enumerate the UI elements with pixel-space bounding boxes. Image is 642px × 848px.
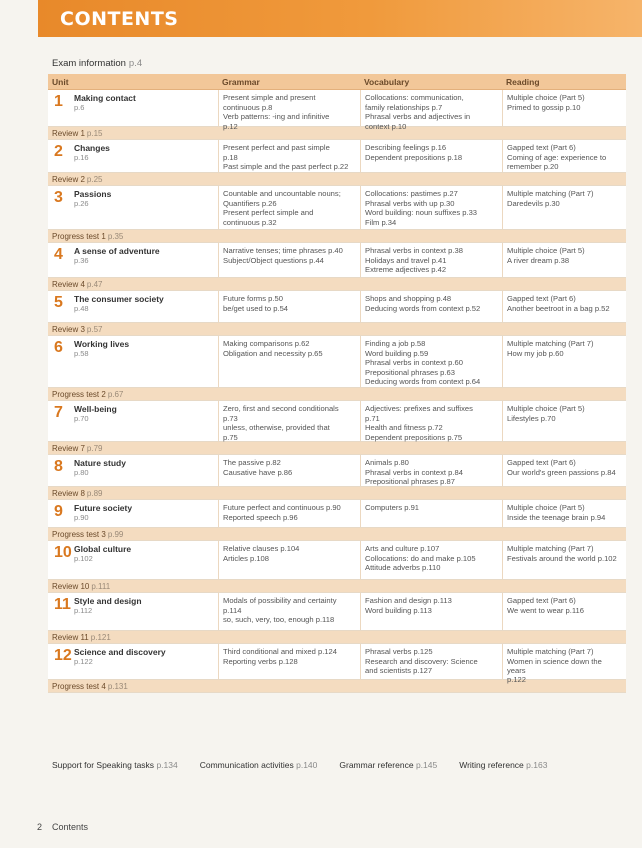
unit-number: 5 [54,294,63,311]
unit-title: The consumer society [74,294,164,304]
vocabulary-cell [360,186,502,229]
reading-line: Multiple matching (Part 7) [507,339,594,348]
section-band[interactable] [48,442,626,455]
reading-line: Daredevils p.30 [507,198,560,208]
unit-title: Science and discovery [74,647,166,657]
grammar-line: Narrative tenses; time phrases p.40 [223,246,343,255]
unit-number: 4 [54,246,63,263]
footer-reference-page: p.145 [415,760,438,770]
vocabulary-line: Phrasal verbs in context p.60 [365,358,463,367]
unit-row[interactable] [48,186,626,230]
unit-page: p.16 [74,153,89,162]
unit-page: p.80 [74,468,89,477]
band-label: Review 3 [52,325,85,334]
unit-number: 1 [54,93,63,110]
unit-cell [48,291,218,322]
unit-number: 3 [54,189,63,206]
footer-reference-label: Writing reference [459,760,524,770]
band-page: p.15 [86,129,103,138]
vocabulary-line: and scientists p.127 [365,666,433,675]
vocabulary-line: Phrasal verbs and adjectives in [365,112,471,121]
vocabulary-line: Fashion and design p.113 [365,596,452,605]
reading-line: Multiple matching (Part 7) [507,189,594,198]
band-label: Review 7 [52,444,85,453]
section-band[interactable] [48,230,626,243]
table-header [48,74,626,90]
vocabulary-line: Deducing words from context p.64 [365,377,481,386]
vocabulary-line: Word building: noun suffixes p.33 [365,208,478,217]
vocabulary-cell [360,243,502,277]
grammar-line: Future forms p.50 [223,294,283,303]
reading-line: Lifestyles p.70 [507,413,556,423]
vocabulary-line: Extreme adjectives p.42 [365,265,447,274]
unit-cell [48,336,218,387]
vocabulary-line: Collocations: communication, [365,93,464,102]
unit-cell [48,455,218,486]
unit-info [74,143,110,172]
vocabulary-line: Attitude adverbs p.110 [365,563,441,572]
grammar-line: Future perfect and continuous p.90 [223,503,341,512]
section-band[interactable] [48,580,626,593]
band-page: p.79 [86,444,103,453]
vocabulary-cell [360,336,502,387]
grammar-line: p.18 [223,152,238,162]
unit-row[interactable] [48,541,626,580]
band-label: Review 10 [52,582,90,591]
vocabulary-line: Word building p.113 [365,605,432,615]
unit-row[interactable] [48,291,626,323]
section-band[interactable] [48,323,626,336]
grammar-cell [218,500,360,527]
grammar-line: Present simple and present [223,93,316,102]
unit-info [74,294,164,322]
reading-cell [502,500,626,527]
unit-cell [48,500,218,527]
unit-cell [48,593,218,630]
unit-row[interactable] [48,644,626,684]
reading-cell [502,455,626,486]
unit-title: Well-being [74,404,117,414]
grammar-line: p.75 [223,432,238,442]
band-page: p.67 [107,390,124,399]
footer-reference-link[interactable] [200,760,318,770]
unit-info [74,596,142,630]
unit-row[interactable] [48,90,626,131]
unit-cell [48,541,218,579]
grammar-cell [218,140,360,172]
grammar-line: be/get used to p.54 [223,303,289,313]
grammar-line: p.12 [223,121,238,131]
grammar-line: Countable and uncountable nouns; [223,189,341,198]
grammar-line: Obligation and necessity p.65 [223,348,323,358]
grammar-line: Making comparisons p.62 [223,339,310,348]
reading-line: Gapped text (Part 6) [507,294,576,303]
unit-number: 6 [54,339,63,356]
grammar-line: continuous p.8 [223,102,273,112]
band-label: Review 4 [52,280,85,289]
band-label: Review 1 [52,129,85,138]
section-band[interactable] [48,487,626,500]
reading-line: Gapped text (Part 6) [507,143,576,152]
reading-line: Multiple choice (Part 5) [507,93,585,102]
reading-cell [502,291,626,322]
unit-page: p.70 [74,414,89,423]
unit-cell [48,644,218,679]
reading-cell [502,140,626,172]
unit-info [74,458,126,486]
vocabulary-line: Collocations: do and make p.105 [365,553,476,563]
grammar-line: so, such, very, too, enough p.118 [223,615,335,624]
vocabulary-line: Research and discovery: Science [365,656,478,666]
unit-row[interactable] [48,593,626,631]
vocabulary-line: Prepositional phrases p.87 [365,477,455,486]
grammar-cell [218,336,360,387]
vocabulary-cell [360,500,502,527]
reading-line: Festivals around the world p.102 [507,553,617,563]
vocabulary-line: Adjectives: prefixes and suffixes [365,404,473,413]
section-band[interactable] [48,173,626,186]
footer-reference-label: Support for Speaking tasks [52,760,155,770]
band-label: Review 8 [52,489,85,498]
unit-page: p.112 [74,606,93,615]
unit-title: Working lives [74,339,130,349]
footer-reference-page: p.134 [156,760,178,770]
footer-reference-link[interactable] [459,760,547,770]
unit-row[interactable] [48,140,626,173]
band-label: Progress test 2 [52,390,106,399]
unit-title: Passions [74,189,112,199]
grammar-cell [218,243,360,277]
page-label: Contents [52,822,89,832]
vocabulary-line: Dependent prepositions p.18 [365,152,463,162]
unit-info [74,246,160,277]
unit-page: p.90 [74,513,89,522]
unit-title: A sense of adventure [74,246,160,256]
contents-banner [38,0,642,37]
grammar-line: Present perfect simple and [223,208,314,217]
vocabulary-cell [360,140,502,172]
grammar-line: unless, otherwise, provided that [223,423,330,432]
unit-title: Future society [74,503,133,513]
unit-info [74,647,166,679]
vocabulary-cell [360,90,502,131]
unit-title: Global culture [74,544,132,554]
vocabulary-line: Computers p.91 [365,503,420,512]
grammar-line: Verb patterns: -ing and infinitive [223,112,330,121]
grammar-line: Reported speech p.96 [223,512,298,522]
vocabulary-line: Arts and culture p.107 [365,544,440,553]
unit-page: p.48 [74,304,89,313]
grammar-line: Zero, first and second conditionals [223,404,339,413]
page-number: 2 [37,822,43,832]
vocabulary-line: Phrasal verbs in context p.84 [365,467,463,477]
footer-reference-label: Grammar reference [339,760,414,770]
grammar-cell [218,291,360,322]
grammar-cell [218,593,360,630]
band-page: p.35 [107,232,124,241]
reading-cell [502,593,626,630]
reading-cell [502,243,626,277]
vocabulary-line: Deducing words from context p.52 [365,303,481,313]
reading-line: Multiple choice (Part 5) [507,246,585,255]
unit-number: 8 [54,458,63,475]
reading-line: We went to wear p.116 [507,605,584,615]
grammar-cell [218,541,360,579]
section-band[interactable] [48,528,626,541]
vocabulary-line: p.71 [365,413,380,423]
unit-page: p.6 [74,103,85,112]
unit-info [74,503,132,527]
unit-row[interactable] [48,500,626,528]
section-band[interactable] [48,278,626,291]
grammar-cell [218,455,360,486]
grammar-cell [218,90,360,131]
band-page: p.25 [86,175,103,184]
reading-cell [502,336,626,387]
exam-information-link[interactable] [52,58,142,69]
unit-cell [48,243,218,277]
grammar-line: continuous p.32 [223,217,277,227]
unit-row[interactable] [48,336,626,388]
unit-page: p.26 [74,199,89,208]
reading-cell [502,186,626,229]
vocabulary-line: Word building p.59 [365,348,429,358]
header-reading: Reading [506,77,540,87]
vocabulary-line: Dependent prepositions p.75 [365,432,463,442]
page-title: CONTENTS [60,8,179,30]
reading-line: Women in science down the years [507,656,602,675]
unit-page: p.122 [74,657,93,666]
grammar-cell [218,644,360,679]
grammar-line: Subject/Object questions p.44 [223,255,324,265]
reading-line: Multiple choice (Part 5) [507,404,585,413]
vocabulary-line: Phrasal verbs p.125 [365,647,433,656]
footer-references [52,760,632,770]
footer-reference-page: p.163 [526,760,548,770]
unit-row[interactable] [48,455,626,487]
unit-cell [48,401,218,441]
footer-reference-label: Communication activities [199,760,294,770]
band-label: Review 11 [52,633,89,642]
footer-reference-link[interactable] [52,760,178,770]
reading-cell [502,644,626,684]
grammar-line: p.114 [223,605,242,615]
unit-title: Making contact [74,93,136,103]
unit-number: 10 [54,544,72,561]
vocabulary-line: Animals p.80 [365,458,409,467]
vocabulary-line: Shops and shopping p.48 [365,294,452,303]
unit-info [74,404,117,441]
reading-line: remember p.20 [507,162,559,171]
unit-row[interactable] [48,401,626,442]
unit-number: 12 [54,647,72,664]
reading-line: Inside the teenage brain p.94 [507,512,606,522]
vocabulary-cell [360,644,502,679]
page-footer [37,822,88,832]
vocabulary-line: family relationships p.7 [365,102,443,112]
grammar-line: The passive p.82 [223,458,281,467]
band-page: p.111 [91,582,111,591]
grammar-line: Relative clauses p.104 [223,544,300,553]
vocabulary-line: Describing feelings p.16 [365,143,447,152]
section-band[interactable] [48,388,626,401]
band-page: p.121 [90,633,111,642]
grammar-line: Present perfect and past simple [223,143,330,152]
exam-information-page: p.4 [128,58,143,69]
reading-line: A river dream p.38 [507,255,570,265]
grammar-cell [218,186,360,229]
reading-cell [502,401,626,441]
band-page: p.99 [107,530,124,539]
unit-title: Nature study [74,458,126,468]
band-label: Progress test 4 [52,682,106,691]
reading-line: p.122 [507,675,527,684]
exam-information-label: Exam information [52,58,126,69]
reading-line: Coming of age: experience to [507,152,607,162]
vocabulary-cell [360,541,502,579]
reading-cell [502,541,626,579]
unit-title: Changes [74,143,110,153]
unit-number: 7 [54,404,63,421]
unit-info [74,339,129,387]
unit-info [74,93,136,126]
vocabulary-cell [360,291,502,322]
vocabulary-line: Phrasal verbs with up p.30 [365,198,455,208]
footer-reference-link[interactable] [339,760,437,770]
band-page: p.131 [107,682,128,691]
unit-row[interactable] [48,243,626,278]
vocabulary-line: Collocations: pastimes p.27 [365,189,458,198]
header-unit: Unit [52,77,69,87]
unit-title: Style and design [74,596,142,606]
grammar-line: p.73 [223,413,238,423]
vocabulary-line: Film p.34 [365,217,397,227]
vocabulary-line: Holidays and travel p.41 [365,255,447,265]
vocabulary-line: Phrasal verbs in context p.38 [365,246,463,255]
reading-line: Another beetroot in a bag p.52 [507,303,610,313]
band-page: p.57 [86,325,103,334]
band-page: p.89 [86,489,103,498]
band-label: Progress test 3 [52,530,106,539]
section-band[interactable] [48,631,626,644]
grammar-line: Reporting verbs p.128 [223,656,298,666]
vocabulary-cell [360,455,502,486]
band-label: Review 2 [52,175,85,184]
header-vocabulary: Vocabulary [364,77,410,87]
vocabulary-cell [360,593,502,630]
reading-line: Multiple choice (Part 5) [507,503,585,512]
grammar-line: Past simple and the past perfect p.22 [223,162,349,171]
vocabulary-line: context p.10 [365,121,407,131]
vocabulary-line: Health and fitness p.72 [365,423,443,432]
unit-page: p.102 [74,554,93,563]
grammar-line: Modals of possibility and certainty [223,596,337,605]
unit-info [74,544,131,579]
unit-number: 9 [54,503,63,520]
reading-line: Gapped text (Part 6) [507,596,576,605]
grammar-line: Causative have p.86 [223,467,293,477]
reading-line: Gapped text (Part 6) [507,458,576,467]
header-grammar: Grammar [222,77,260,87]
reading-line: Multiple matching (Part 7) [507,544,594,553]
grammar-cell [218,401,360,441]
unit-number: 2 [54,143,63,160]
grammar-line: Third conditional and mixed p.124 [223,647,337,656]
unit-cell [48,140,218,172]
unit-page: p.58 [74,349,89,358]
reading-line: Our world's green passions p.84 [507,467,616,477]
band-page: p.47 [86,280,103,289]
vocabulary-line: Prepositional phrases p.63 [365,367,455,377]
reading-line: Primed to gossip p.10 [507,102,581,112]
reading-line: How my job p.60 [507,348,564,358]
unit-cell [48,90,218,126]
contents-table [48,74,626,693]
reading-cell [502,90,626,126]
unit-page: p.36 [74,256,89,265]
grammar-line: Articles p.108 [223,553,270,563]
vocabulary-cell [360,401,502,441]
band-label: Progress test 1 [52,232,106,241]
reading-line: Multiple matching (Part 7) [507,647,594,656]
unit-cell [48,186,218,229]
unit-info [74,189,111,229]
vocabulary-line: Finding a job p.58 [365,339,426,348]
unit-number: 11 [54,596,71,613]
grammar-line: Quantifiers p.26 [223,198,277,208]
footer-reference-page: p.140 [296,760,318,770]
